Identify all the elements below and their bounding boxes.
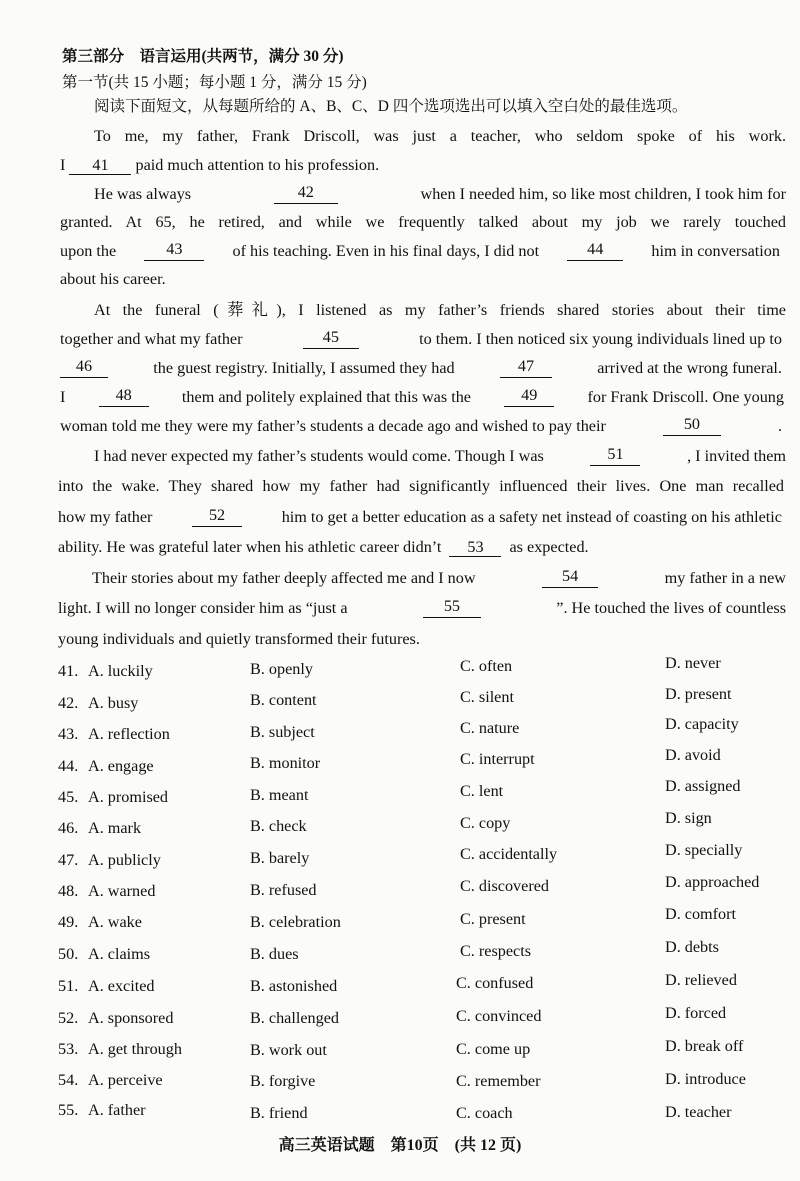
option-a: A. claims [88,945,151,963]
q-num: 47. [58,851,79,869]
option-c: C. copy [460,814,511,832]
option-c: C. remember [456,1072,541,1090]
option-b: B. work out [250,1041,327,1059]
option-a: A. wake [88,913,142,931]
option-a: A. sponsored [88,1009,174,1027]
q-num: 50. [58,945,79,963]
option-a: A. promised [88,788,169,806]
option-d: D. comfort [665,905,737,923]
text-run: the guest registry. Initially, I assumed they had [153,359,455,377]
blank-41: 41 [69,157,131,175]
text-run: him to get a better education as a safety net instead of coasting on his athletic [281,508,782,526]
option-b: B. forgive [250,1072,316,1090]
blank-43: 43 [144,241,204,261]
q-num: 55. [58,1101,79,1119]
text-run: woman told me they were my father’s students a decade ago and wished to pay their [60,417,606,435]
option-c: C. nature [460,719,520,737]
option-b: B. challenged [250,1009,339,1027]
text-run: light. I will no longer consider him as “just a [58,599,348,617]
text-run: I [60,156,66,174]
option-d: D. approached [665,873,760,891]
option-b: B. barely [250,849,310,867]
option-a: A. excited [88,977,155,995]
option-a: A. reflection [88,725,170,743]
text-run: , I invited them [687,447,786,465]
option-d: D. break off [665,1037,744,1055]
text-run: I had never expected my father’s students would come. Though I was [94,447,544,465]
option-d: D. teacher [665,1103,732,1121]
option-d: D. assigned [665,777,741,795]
passage-line [60,329,782,349]
option-d: D. debts [665,938,719,956]
option-a: A. perceive [88,1071,163,1089]
option-a: A. father [88,1101,146,1119]
text-run: arrived at the wrong funeral. [597,359,782,377]
option-a: A. warned [88,882,156,900]
section-title: 第三部分 语言运用(共两节，满分 30 分) [62,48,344,65]
passage-line [58,598,786,618]
option-b: B. dues [250,945,299,963]
blank-52: 52 [192,507,242,527]
text-run: paid much attention to his profession. [135,156,380,174]
passage-line [94,184,786,204]
option-d: D. specially [665,841,743,859]
q-num: 53. [58,1040,79,1058]
passage-line [58,507,782,527]
q-num: 42. [58,694,79,712]
blank-44: 44 [567,241,623,261]
text-run: him in conversation [651,242,780,260]
text-run: upon the [60,242,117,260]
passage-line: At the funeral (葬礼), I listened as my father’s friends shared stories about their time [94,301,786,319]
option-a: A. get through [88,1040,182,1058]
option-c: C. confused [456,974,534,992]
q-num: 49. [58,913,79,931]
option-a: A. engage [88,757,154,775]
q-num: 43. [58,725,79,743]
subsection-title: 第一节(共 15 小题；每小题 1 分，满分 15 分) [62,74,367,91]
blank-46: 46 [60,358,108,378]
passage-line [92,568,786,588]
option-c: C. often [460,657,513,675]
passage-line [60,155,379,175]
blank-49: 49 [504,387,554,407]
text-run: of his teaching. Even in his final days, I did not [232,242,540,260]
passage-line: about his career. [60,270,166,288]
option-b: B. celebration [250,913,341,931]
q-num: 54. [58,1071,79,1089]
text-run: . [777,417,782,435]
blank-54: 54 [542,568,598,588]
passage-line [94,446,786,466]
blank-42: 42 [274,184,338,204]
option-b: B. subject [250,723,315,741]
blank-53: 53 [449,539,501,557]
option-d: D. present [665,685,732,703]
option-d: D. capacity [665,715,739,733]
q-num: 51. [58,977,79,995]
text-run: to them. I then noticed six young individuals lined up to [419,330,782,348]
text-run: for Frank Driscoll. One young [587,388,784,406]
option-d: D. sign [665,809,712,827]
option-d: D. introduce [665,1070,746,1088]
option-c: C. respects [460,942,532,960]
option-c: C. interrupt [460,750,535,768]
passage-line [60,241,780,261]
passage-line: To me, my father, Frank Driscoll, was just a teacher, who seldom spoke of his work. [94,127,786,145]
text-run: I [60,388,66,406]
passage-line: young individuals and quietly transformed their futures. [58,630,420,648]
passage-line: granted. At 65, he retired, and while we frequently talked about my job we rarely touched [60,213,786,231]
blank-55: 55 [423,598,481,618]
text-run: He was always [94,185,192,203]
option-a: A. publicly [88,851,161,869]
blank-48: 48 [99,387,149,407]
text-run: when I needed him, so like most children, I took him for [420,185,786,203]
option-d: D. never [665,654,721,672]
q-num: 52. [58,1009,79,1027]
option-b: B. refused [250,881,317,899]
option-c: C. present [460,910,526,928]
option-c: C. lent [460,782,504,800]
blank-50: 50 [663,416,721,436]
q-num: 48. [58,882,79,900]
option-c: C. accidentally [460,845,558,863]
option-c: C. come up [456,1040,531,1058]
text-run: how my father [58,508,153,526]
option-a: A. luckily [88,662,153,680]
q-num: 41. [58,662,79,680]
option-d: D. relieved [665,971,737,989]
passage-line [60,387,784,407]
option-a: A. mark [88,819,142,837]
option-c: C. discovered [460,877,550,895]
page-footer: 高三英语试题 第10页 (共 12 页) [278,1137,522,1154]
text-run: together and what my father [60,330,243,348]
blank-51: 51 [590,446,640,466]
option-c: C. convinced [456,1007,542,1025]
option-b: B. content [250,691,317,709]
passage-line [60,416,782,436]
text-run: them and politely explained that this was the [181,388,471,406]
option-b: B. astonished [250,977,338,995]
blank-45: 45 [303,329,359,349]
option-c: C. silent [460,688,514,706]
text-run: my father in a new [664,569,786,587]
option-b: B. openly [250,660,313,678]
q-num: 45. [58,788,79,806]
passage-line [58,537,589,557]
option-d: D. avoid [665,746,721,764]
option-b: B. friend [250,1104,308,1122]
option-c: C. coach [456,1104,513,1122]
option-b: B. meant [250,786,309,804]
instruction-text: 阅读下面短文，从每题所给的 A、B、C、D 四个选项选出可以填入空白处的最佳选项。 [94,98,688,115]
q-num: 44. [58,757,79,775]
option-a: A. busy [88,694,139,712]
text-run: ”. He touched the lives of countless [556,599,786,617]
q-num: 46. [58,819,79,837]
text-run: ability. He was grateful later when his athletic career didn’t [58,538,442,556]
option-b: B. check [250,817,307,835]
passage-line [60,358,782,378]
text-run: as expected. [509,538,589,556]
passage-line: into the wake. They shared how my father had significantly influenced their lives. One man recalled [58,477,784,495]
blank-47: 47 [500,358,552,378]
option-d: D. forced [665,1004,727,1022]
option-b: B. monitor [250,754,321,772]
text-run: Their stories about my father deeply affected me and I now [92,569,476,587]
